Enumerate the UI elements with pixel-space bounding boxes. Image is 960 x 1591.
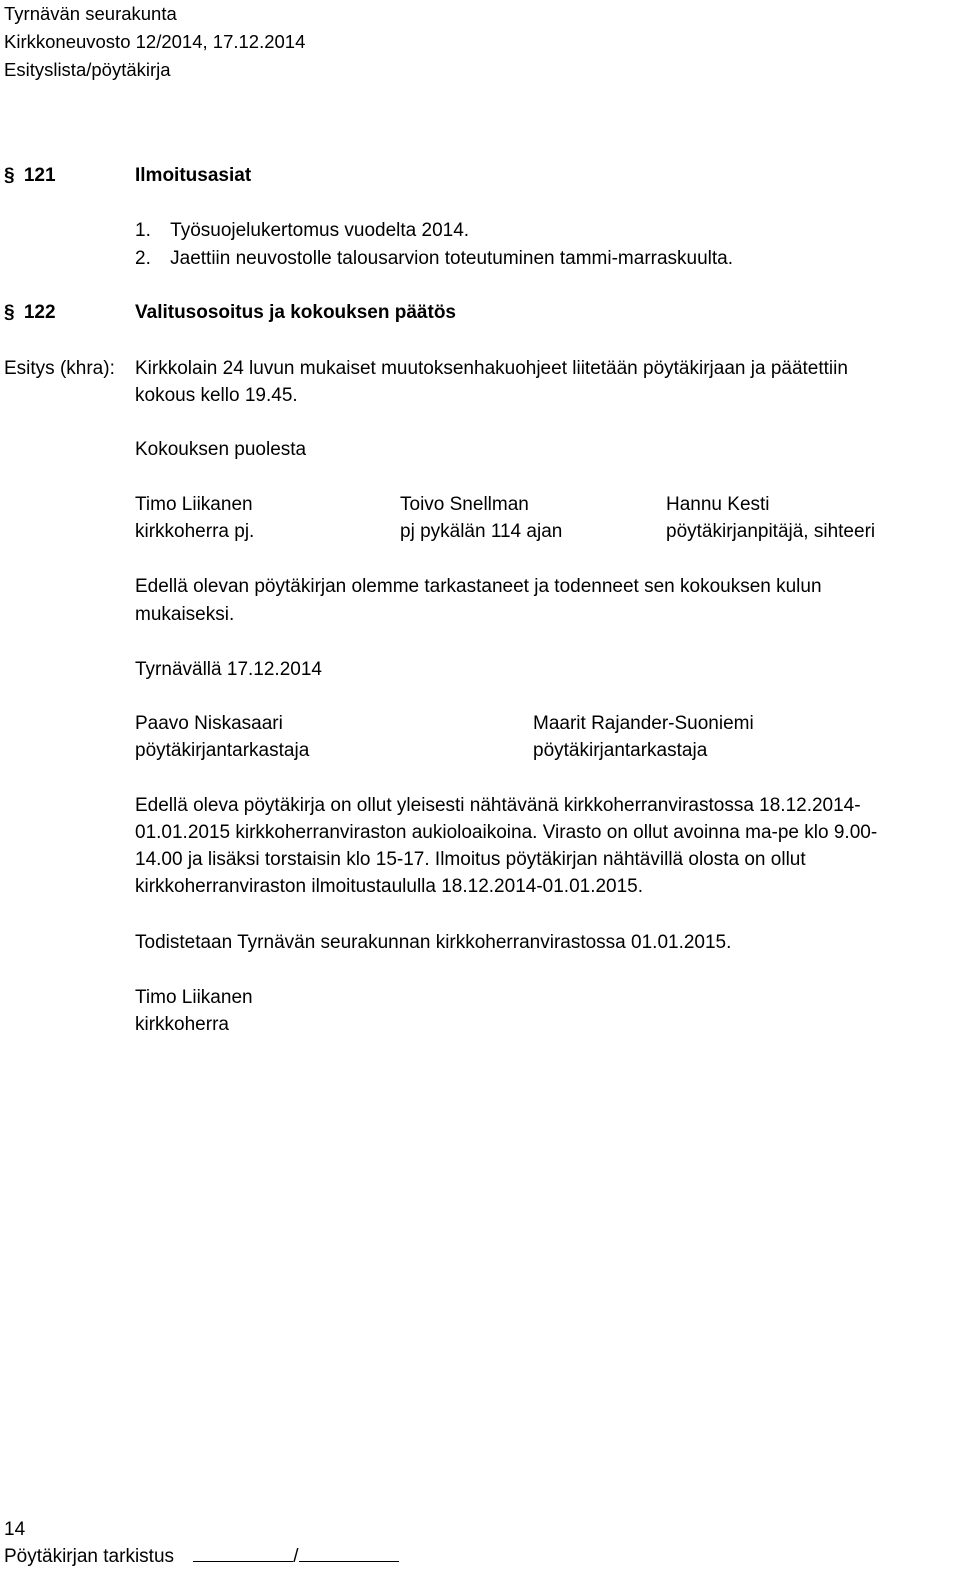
reviewer-role: pöytäkirjantarkastaja [135, 740, 310, 761]
certifier-role: kirkkoherra [135, 1014, 229, 1035]
section-122-title: Valitusosoitus ja kokouksen päätös [135, 302, 456, 323]
proposal-text-line: kokous kello 19.45. [135, 385, 298, 406]
review-text-line: mukaiseksi. [135, 604, 235, 625]
review-place-date: Tyrnävällä 17.12.2014 [135, 659, 322, 680]
signer-name: Hannu Kesti [666, 494, 770, 515]
list-item [135, 245, 733, 272]
list-item-number: 2. [135, 248, 151, 269]
proposal-text-line: Kirkkolain 24 luvun mukaiset muutoksenhakuohjeet liitetään pöytäkirjaan ja päätettiin [135, 358, 848, 379]
section-number: 122 [23, 302, 56, 323]
initials-line [193, 1543, 293, 1562]
header-parish: Tyrnävän seurakunta [4, 3, 177, 24]
section-121-title: Ilmoitusasiat [135, 165, 252, 186]
signer-role: pöytäkirjanpitäjä, sihteeri [666, 521, 876, 542]
footer-check-label: Pöytäkirjan tarkistus [4, 1546, 175, 1567]
signer-role: kirkkoherra pj. [135, 521, 255, 542]
signer-role: pj pykälän 114 ajan [400, 521, 563, 542]
list-item [135, 217, 469, 244]
section-symbol: § [4, 165, 15, 186]
reviewer-role: pöytäkirjantarkastaja [533, 740, 708, 761]
meeting-signatures-heading: Kokouksen puolesta [135, 439, 307, 460]
signer-name: Toivo Snellman [400, 494, 529, 515]
page-number: 14 [4, 1519, 26, 1540]
review-text-line: Edellä olevan pöytäkirjan olemme tarkastaneet ja todenneet sen kokouksen kulun [135, 576, 822, 597]
certifier-name: Timo Liikanen [135, 987, 253, 1008]
proposal-label: Esitys (khra): [4, 358, 115, 379]
section-122-heading [4, 299, 56, 326]
header-doc-type: Esityslista/pöytäkirja [4, 59, 171, 80]
signer-name: Timo Liikanen [135, 494, 253, 515]
footer-separator: / [293, 1546, 299, 1567]
initials-line [299, 1543, 399, 1562]
display-text-line: 01.01.2015 kirkkoherranviraston aukioloaikoina. Virasto on ollut avoinna ma-pe klo 9.00- [135, 822, 878, 843]
list-item-text: Jaettiin neuvostolle talousarvion toteutuminen tammi-marraskuulta. [170, 248, 734, 269]
list-item-number: 1. [135, 220, 151, 241]
footer-check [4, 1543, 399, 1570]
reviewer-name: Paavo Niskasaari [135, 713, 283, 734]
section-symbol: § [4, 302, 15, 323]
header-meeting: Kirkkoneuvosto 12/2014, 17.12.2014 [4, 31, 306, 52]
display-text-line: 14.00 ja lisäksi torstaisin klo 15-17. Ilmoitus pöytäkirjan nähtävillä olosta on ollut [135, 849, 806, 870]
reviewer-name: Maarit Rajander-Suoniemi [533, 713, 754, 734]
list-item-text: Työsuojelukertomus vuodelta 2014. [170, 220, 470, 241]
display-text-line: Edellä oleva pöytäkirja on ollut yleisesti nähtävänä kirkkoherranvirastossa 18.12.2014- [135, 795, 861, 816]
section-121-heading [4, 162, 56, 189]
display-text-line: kirkkoherranviraston ilmoitustaululla 18.12.2014-01.01.2015. [135, 876, 644, 897]
section-number: 121 [23, 165, 56, 186]
certification-text: Todistetaan Tyrnävän seurakunnan kirkkoherranvirastossa 01.01.2015. [135, 932, 732, 953]
